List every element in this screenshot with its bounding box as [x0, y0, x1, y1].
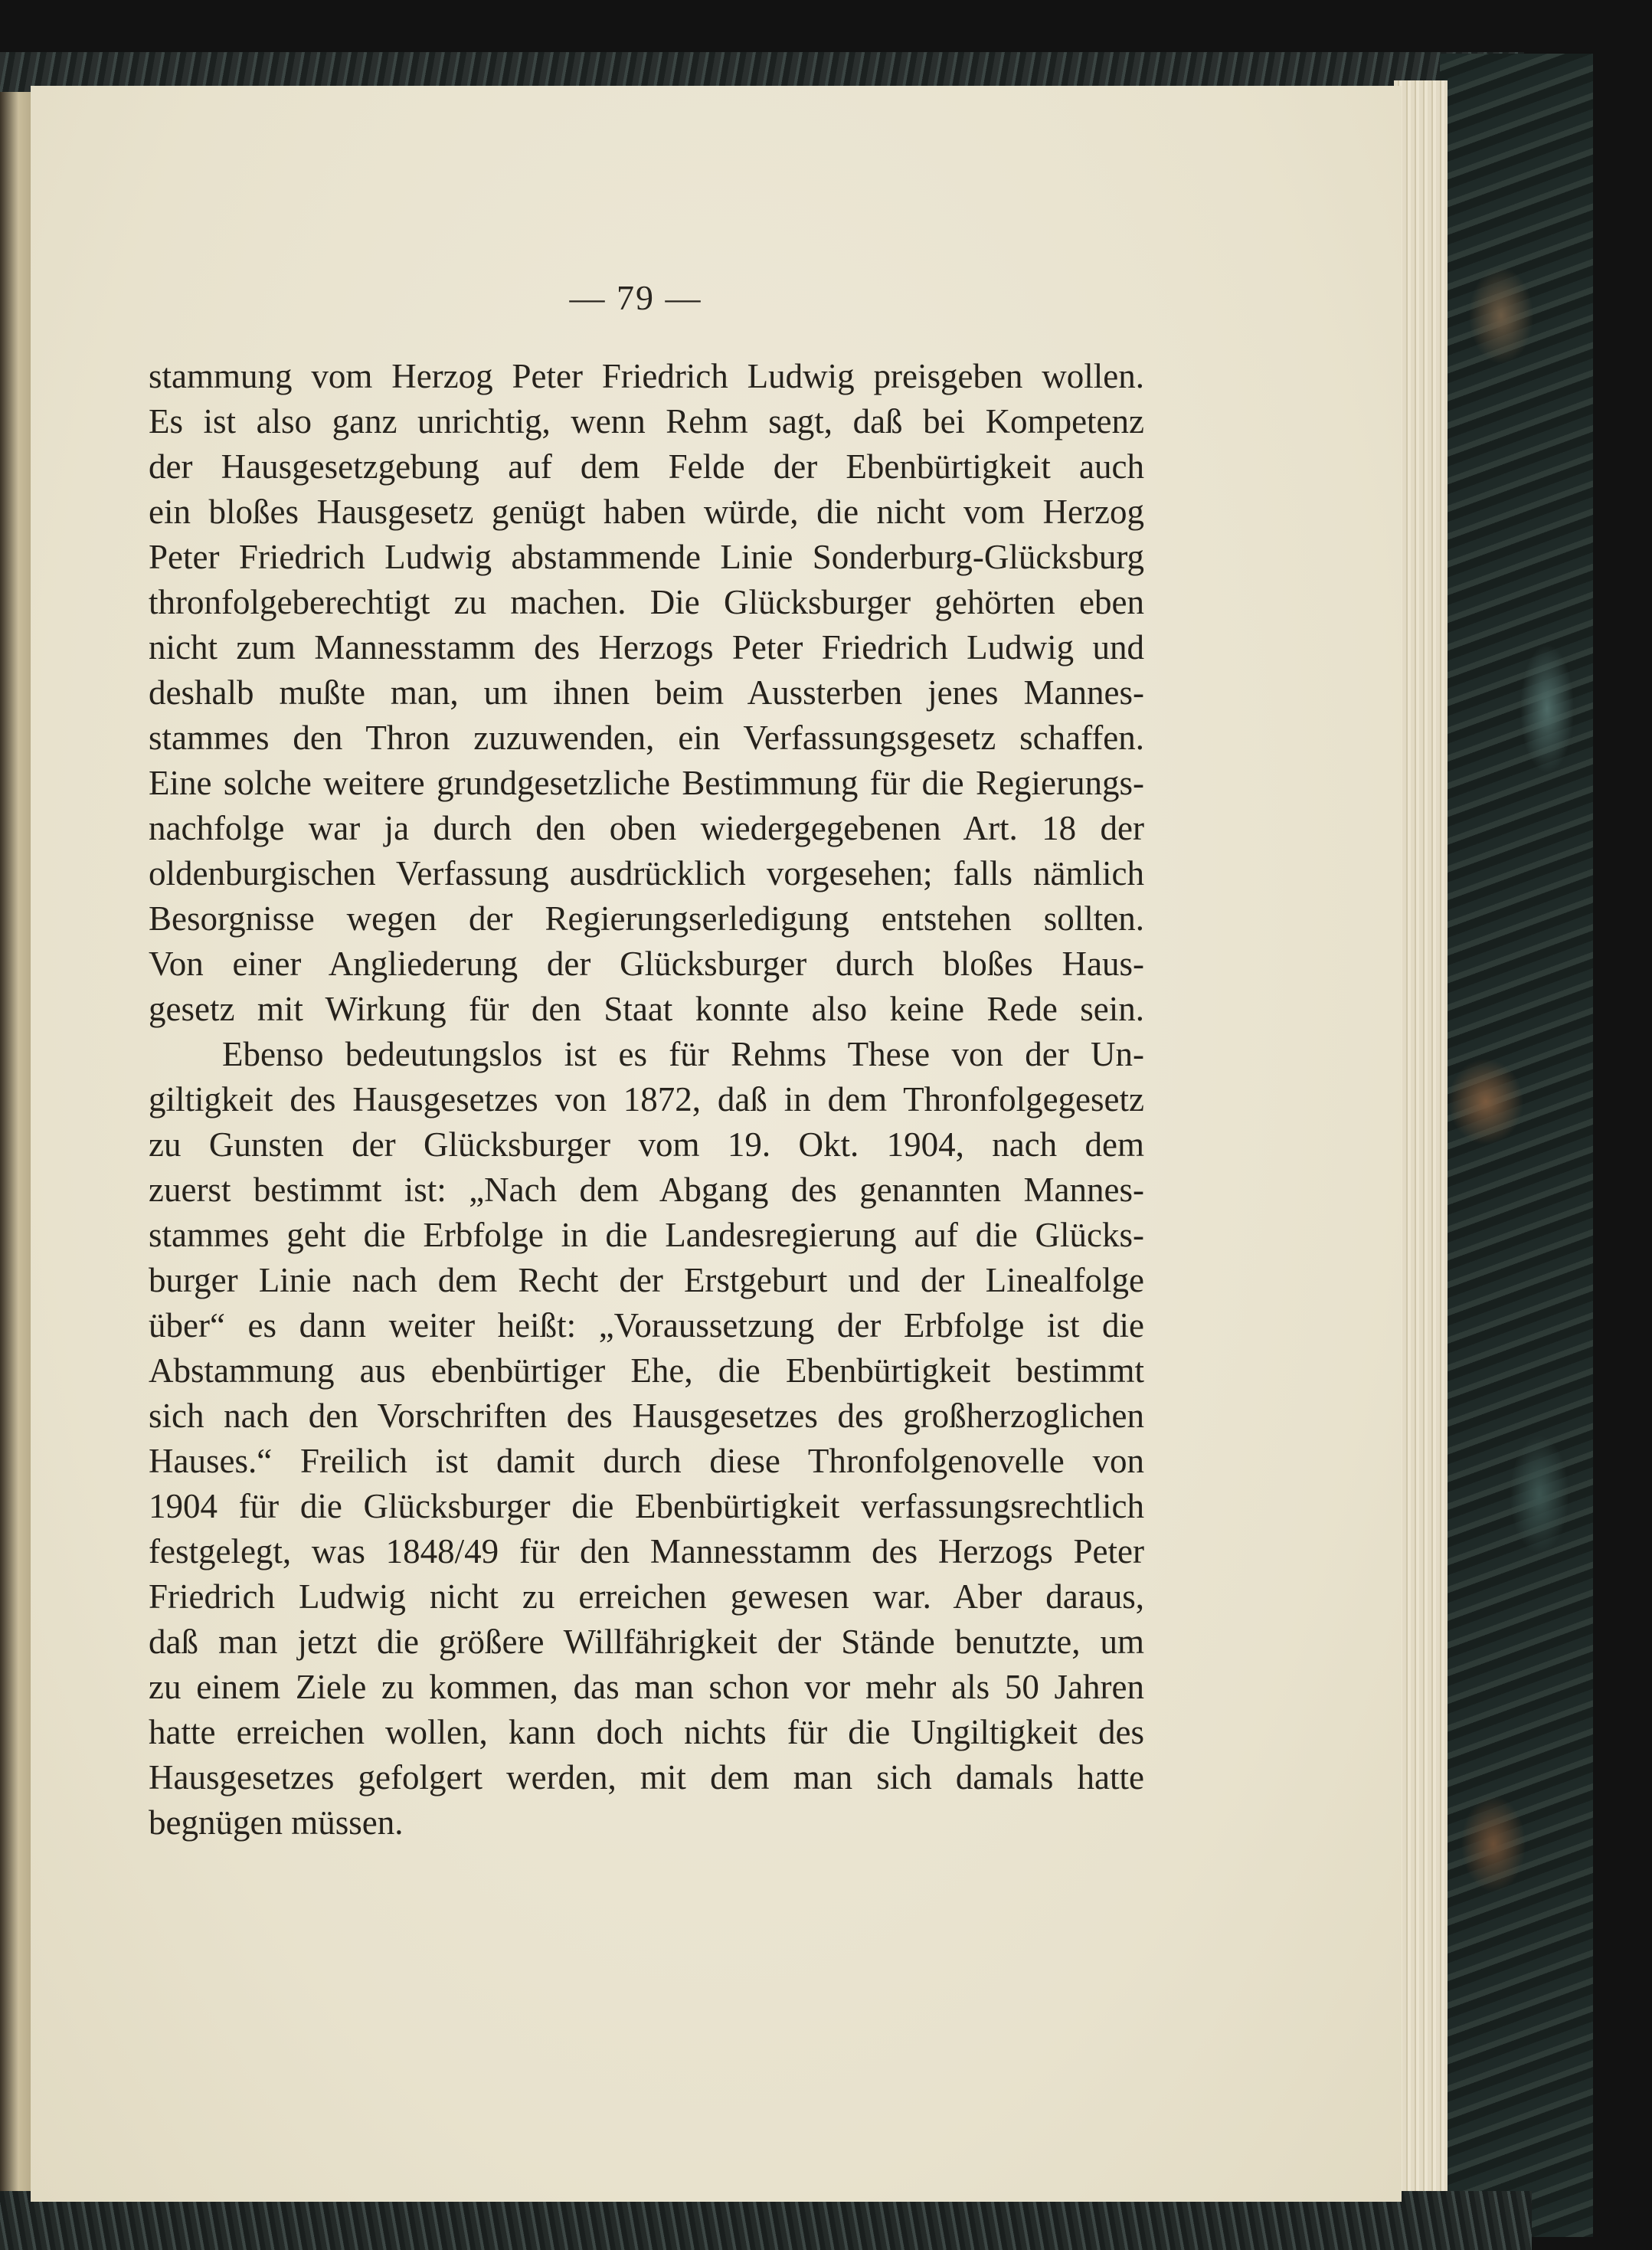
- text-line: nicht zum Mannesstamm des Herzogs Peter Friedrich Ludwig und: [149, 628, 1144, 666]
- text-line: nachfolge war ja durch den oben wiedergegebenen Art. 18 der: [149, 809, 1144, 847]
- text-line: Hausgesetzes gefolgert werden, mit dem man sich damals hatte: [149, 1758, 1144, 1796]
- text-line: daß man jetzt die größere Willfährigkeit der Stände benutzte, um: [149, 1623, 1144, 1661]
- text-line: zu Gunsten der Glücksburger vom 19. Okt. 1904, nach dem: [149, 1125, 1144, 1164]
- text-line: Hauses.“ Freilich ist damit durch diese Thronfolgenovelle von: [149, 1442, 1144, 1480]
- text-line: begnügen müssen.: [149, 1803, 404, 1842]
- text-line: Von einer Angliederung der Glücksburger durch bloßes Haus-: [149, 945, 1144, 983]
- text-line: Friedrich Ludwig nicht zu erreichen gewesen war. Aber daraus,: [149, 1577, 1144, 1616]
- text-line: festgelegt, was 1848/49 für den Mannesstamm des Herzogs Peter: [149, 1532, 1144, 1570]
- text-line: zu einem Ziele zu kommen, das man schon vor mehr als 50 Jahren: [149, 1668, 1144, 1706]
- text-line: stammung vom Herzog Peter Friedrich Ludwig preisgeben wollen.: [149, 357, 1144, 395]
- text-line: zuerst bestimmt ist: „Nach dem Abgang des genannten Mannes-: [149, 1171, 1144, 1209]
- text-line: Es ist also ganz unrichtig, wenn Rehm sagt, daß bei Kompetenz: [149, 402, 1144, 441]
- text-line: Eine solche weitere grundgesetzliche Bestimmung für die Regierungs-: [149, 764, 1144, 802]
- text-line: giltigkeit des Hausgesetzes von 1872, daß in dem Thronfolgegesetz: [149, 1080, 1144, 1118]
- text-line: Abstammung aus ebenbürtiger Ehe, die Ebenbürtigkeit bestimmt: [149, 1351, 1144, 1390]
- body-text: [149, 354, 1144, 1846]
- page-stack-edge: [1394, 80, 1448, 2206]
- page-number-header: — 79 —: [569, 278, 702, 317]
- marbled-cover: [1440, 54, 1593, 2237]
- text-line: burger Linie nach dem Recht der Erstgeburt und der Linealfolge: [149, 1261, 1144, 1299]
- text-line: stammes geht die Erbfolge in die Landesregierung auf die Glücks-: [149, 1216, 1144, 1254]
- text-line: ein bloßes Hausgesetz genügt haben würde, die nicht vom Herzog: [149, 493, 1144, 531]
- text-line: der Hausgesetzgebung auf dem Felde der Ebenbürtigkeit auch: [149, 447, 1144, 486]
- text-line: oldenburgischen Verfassung ausdrücklich vorgesehen; falls nämlich: [149, 854, 1144, 892]
- left-page-edge: [0, 92, 31, 2206]
- text-line: Besorgnisse wegen der Regierungserledigung entstehen sollten.: [149, 899, 1144, 938]
- text-line: Ebenso bedeutungslos ist es für Rehms These von der Un-: [222, 1035, 1144, 1073]
- text-line: thronfolgeberechtigt zu machen. Die Glücksburger gehörten eben: [149, 583, 1144, 621]
- text-line: 1904 für die Glücksburger die Ebenbürtigkeit verfassungsrechtlich: [149, 1487, 1144, 1525]
- text-line: hatte erreichen wollen, kann doch nichts für die Ungiltigkeit des: [149, 1713, 1144, 1751]
- text-line: gesetz mit Wirkung für den Staat konnte also keine Rede sein.: [149, 990, 1144, 1028]
- text-line: deshalb mußte man, um ihnen beim Aussterben jenes Mannes-: [149, 673, 1144, 712]
- text-line: Peter Friedrich Ludwig abstammende Linie Sonderburg-Glücksburg: [149, 538, 1144, 576]
- text-line: über“ es dann weiter heißt: „Voraussetzung der Erbfolge ist die: [149, 1306, 1144, 1344]
- text-line: stammes den Thron zuzuwenden, ein Verfassungsgesetz schaffen.: [149, 719, 1144, 757]
- text-line: sich nach den Vorschriften des Hausgesetzes des großherzoglichen: [149, 1397, 1144, 1435]
